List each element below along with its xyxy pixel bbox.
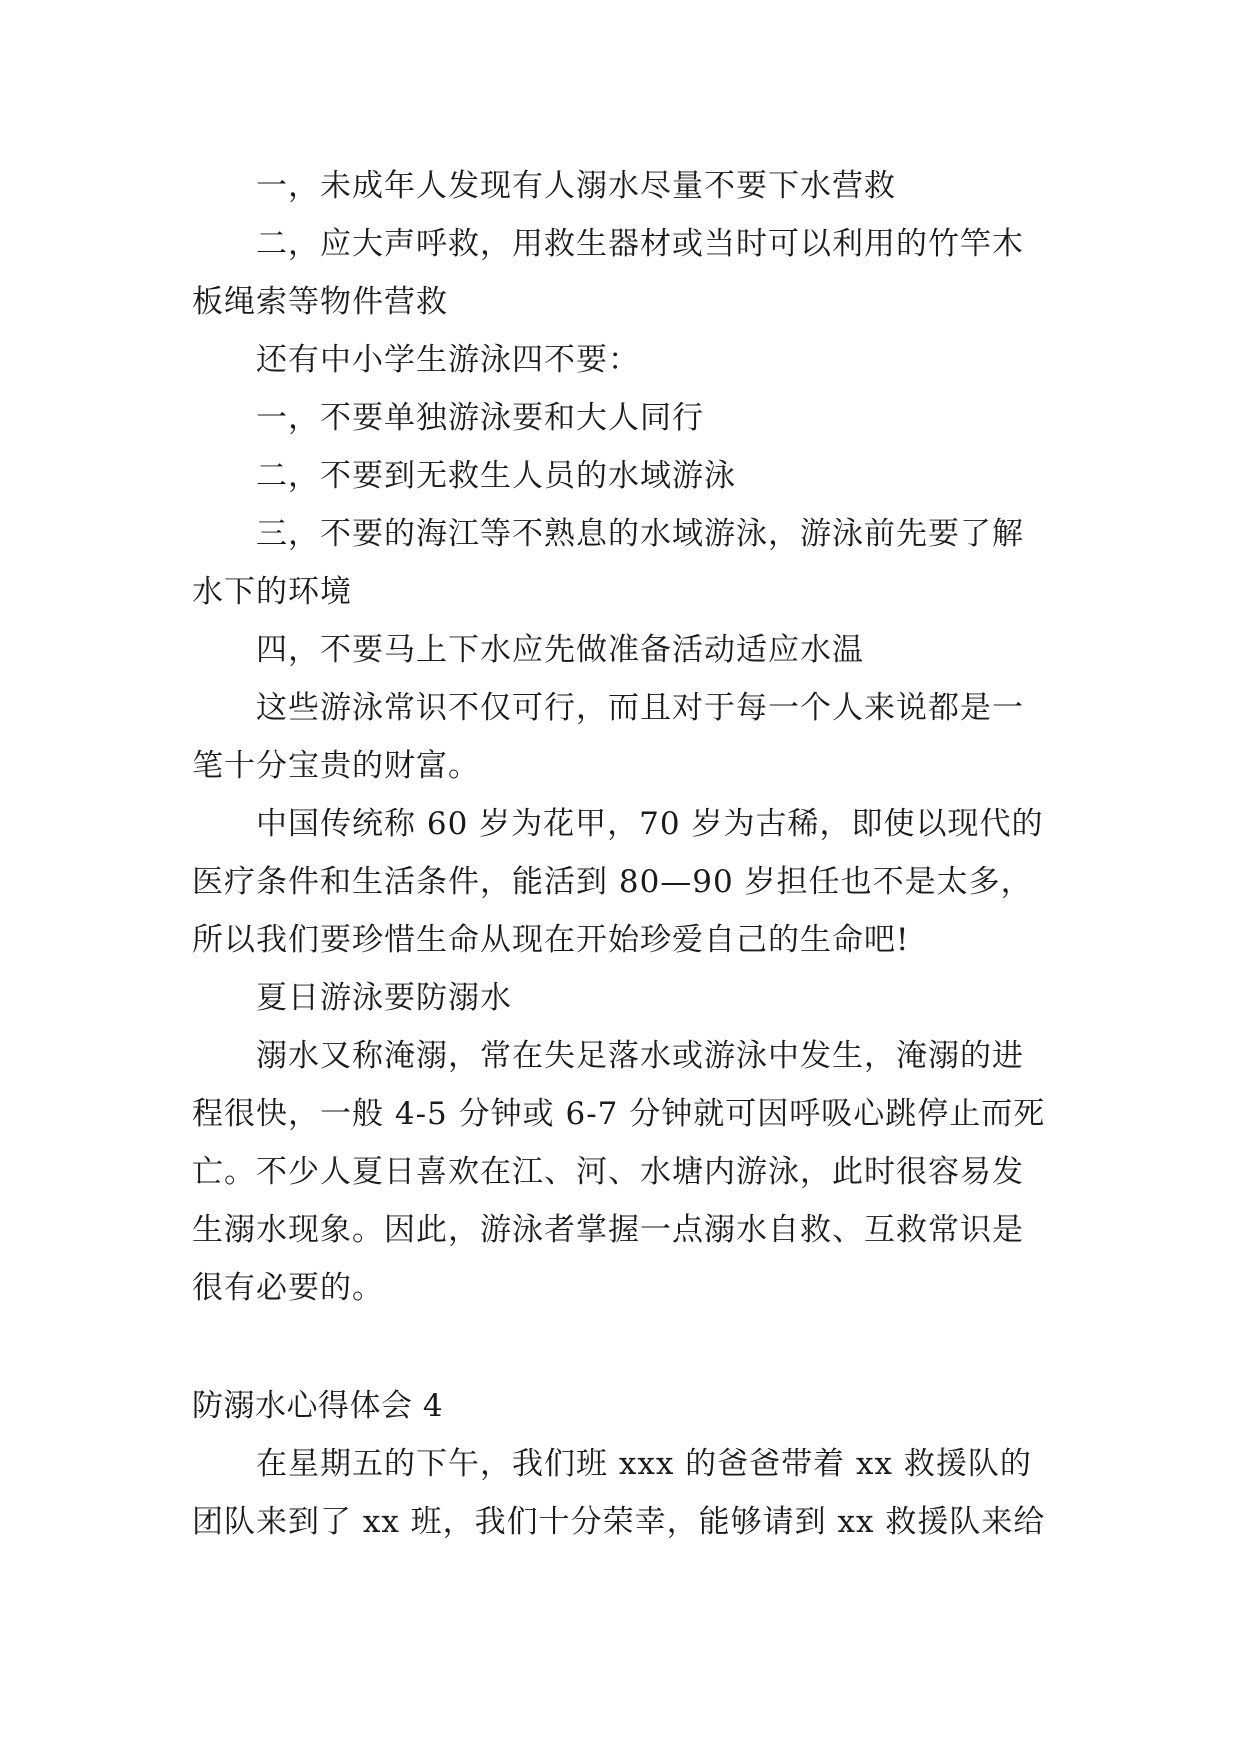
text-line: 溺水又称淹溺，常在失足落水或游泳中发生，淹溺的进 bbox=[256, 1038, 1024, 1074]
section-subheading: 夏日游泳要防溺水 bbox=[256, 980, 512, 1016]
section-heading: 防溺水心得体会 4 bbox=[192, 1388, 444, 1424]
text-line: 二，应大声呼救，用救生器材或当时可以利用的竹竿木 bbox=[256, 226, 1024, 262]
text-line: 程很快，一般 4-5 分钟或 6-7 分钟就可因呼吸心跳停止而死 bbox=[192, 1096, 1046, 1132]
text-line: 生溺水现象。因此，游泳者掌握一点溺水自救、互救常识是 bbox=[192, 1212, 1024, 1248]
text-line: 医疗条件和生活条件，能活到 80—90 岁担任也不是太多， bbox=[192, 864, 1033, 900]
text-line: 很有必要的。 bbox=[192, 1270, 384, 1306]
text-line: 笔十分宝贵的财富。 bbox=[192, 748, 480, 784]
text-line: 所以我们要珍惜生命从现在开始珍爱自己的生命吧! bbox=[192, 922, 910, 958]
text-line: 在星期五的下午，我们班 xxx 的爸爸带着 xx 救援队的 bbox=[256, 1446, 1032, 1482]
text-line: 水下的环境 bbox=[192, 574, 352, 610]
text-line: 二，不要到无救生人员的水域游泳 bbox=[256, 458, 736, 494]
text-line: 四，不要马上下水应先做准备活动适应水温 bbox=[256, 632, 864, 668]
text-line: 一，未成年人发现有人溺水尽量不要下水营救 bbox=[256, 168, 896, 204]
text-line: 中国传统称 60 岁为花甲，70 岁为古稀，即使以现代的 bbox=[256, 806, 1044, 842]
text-line: 板绳索等物件营救 bbox=[192, 284, 448, 320]
text-line: 亡。不少人夏日喜欢在江、河、水塘内游泳，此时很容易发 bbox=[192, 1154, 1024, 1190]
text-line: 一，不要单独游泳要和大人同行 bbox=[256, 400, 704, 436]
text-line: 三，不要的海江等不熟息的水域游泳，游泳前先要了解 bbox=[256, 516, 1024, 552]
text-line: 团队来到了 xx 班，我们十分荣幸，能够请到 xx 救援队来给 bbox=[192, 1504, 1046, 1540]
text-line: 还有中小学生游泳四不要： bbox=[256, 342, 640, 378]
text-line: 这些游泳常识不仅可行，而且对于每一个人来说都是一 bbox=[256, 690, 1024, 726]
